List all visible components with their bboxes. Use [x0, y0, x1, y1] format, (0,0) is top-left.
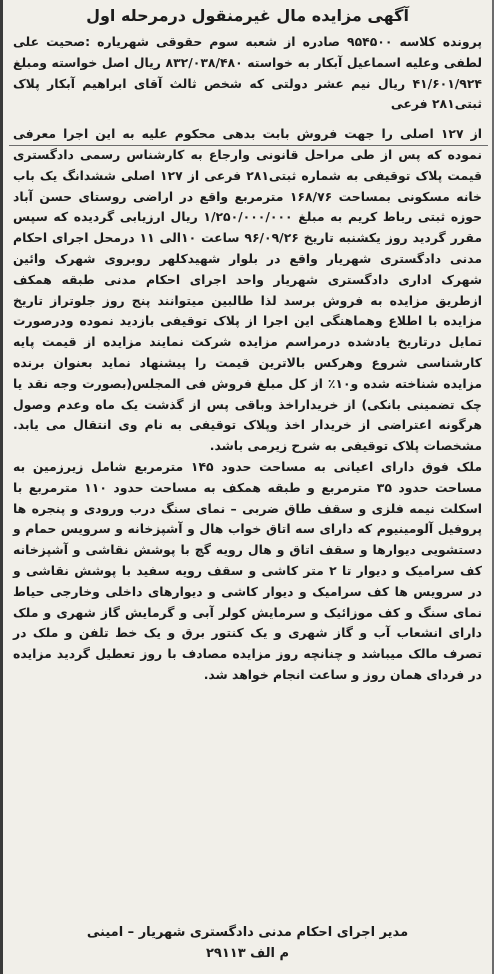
- notice-paragraph-intro: پرونده کلاسه ۹۵۴۵۰۰ صادره از شعبه سوم حقوقی شهریاره :صحیت علی لطفی وعلیه اسماعیل آبکار به خواسته ۸۳۲/۰۳۸/۴۸۰ ریال اصل خواسته ومبلغ ۴۱/۶۰۱/۹۲۴ ریال نیم عشر دولتی که شخص ثالث آقای ابراهیم آبکار پلاک ثبتی۲۸۱ فرعی: [13, 34, 482, 112]
- signature-line: مدیر اجرای احکام مدنی دادگستری شهریار – امینی: [86, 925, 409, 940]
- reference-code: م الف ۲۹۱۱۳: [205, 946, 290, 961]
- notice-footer: [3, 922, 492, 964]
- notice-body: [13, 32, 482, 922]
- notice-paragraph-property-specs: ملک فوق دارای اعیانی به مساحت حدود ۱۴۵ مترمربع شامل زیرزمین به مساحت حدود ۳۵ مترمربع و طبقه همکف به مساحت حدود ۱۱۰ مترمربع با اسکلت نیمه فلزی و سقف طاق ضربی – نمای سنگ درب ورودی و پنجره ها پروفیل آلومینیوم که دارای سه اتاق خواب هال و آشپزخانه و سرویس حمام و دستشویی دیوارها و سقف اتاق و هال رویه گچ با پوشش نقاشی و آشپزخانه کف سرامیک و دیوار تا ۲ متر کاشی و سقف رویه سفید با پوشش نقاشی و در سرویس ها کف سرامیک و دیوار کاشی و دیوارهای داخلی وخارجی حیاط نمای سنگ و کف موزائیک و سرمایش کولر آبی و گرمایش گاز شهری و ملک دارای انشعاب آب و گاز شهری و یک کنتور برق و یک خط تلفن و ملک در تصرف مالک میباشد و چنانچه روز مزایده مصادف با روز تعطیل گردید مزایده در فردای همان روز و ساعت انجام خواهد شد.: [13, 458, 482, 682]
- notice-paragraph-auction-terms: از ۱۲۷ اصلی را جهت فروش بابت بدهی محکوم علیه به این اجرا معرفی نموده که پس از طی مراحل قانونی وارجاع به کارشناس رسمی دادگستری قیمت پلاک توقیفی به شماره ثبتی۲۸۱ فرعی از ۱۲۷ اصلی ششدانگ یک باب خانه مسکونی بمساحت ۱۶۸/۷۶ مترمربع واقع در اراضی روستای حسن آباد حوزه ثبتی رباط کریم به مبلغ ۱/۲۵۰/۰۰۰/۰۰۰ ریال ارزیابی گردیده که سپس مقرر گردید روز یکشنبه تاریخ ۹۶/۰۹/۲۶ ساعت ۱۰الی ۱۱ درمحل اجرای احکام مدنی دادگستری شهریار واقع در بلوار شهیدکلهر روبروی شهرک وائین شهرک اداری دادگستری شهریار واحد اجرای احکام مدنی طبقه همکف ازطریق مزایده به فروش برسد لذا طالبین میتوانند پنج روز جلوتراز تاریخ مزایده با اطلاع وهماهنگی این اجرا از پلاک توقیفی بازدید نموده ودرصورت تمایل درتاریخ یادشده درمراسم مزایده شرکت نمایند مزایده از قیمت پایه کارشناسی شروع وهرکس بالاترین قیمت را پیشنهاد نماید بعنوان برنده مزایده شناخته شده و۱۰٪ از کل مبلغ فروش فی المجلس(بصورت وجه نقد یا چک تضمینی بانکی) از خریداراخذ وباقی پس از گذشت یک ماه وعدم وصول هرگونه اعتراضی از خریدار اخذ وپلاک توقیفی به نام وی انتقال می یابد. مشخصات پلاک توقیفی به شرح زیرمی باشد.: [13, 126, 483, 454]
- notice-title: آگهی مزایده مال غیرمنقول درمرحله اول: [86, 6, 409, 25]
- section-divider: [9, 145, 488, 146]
